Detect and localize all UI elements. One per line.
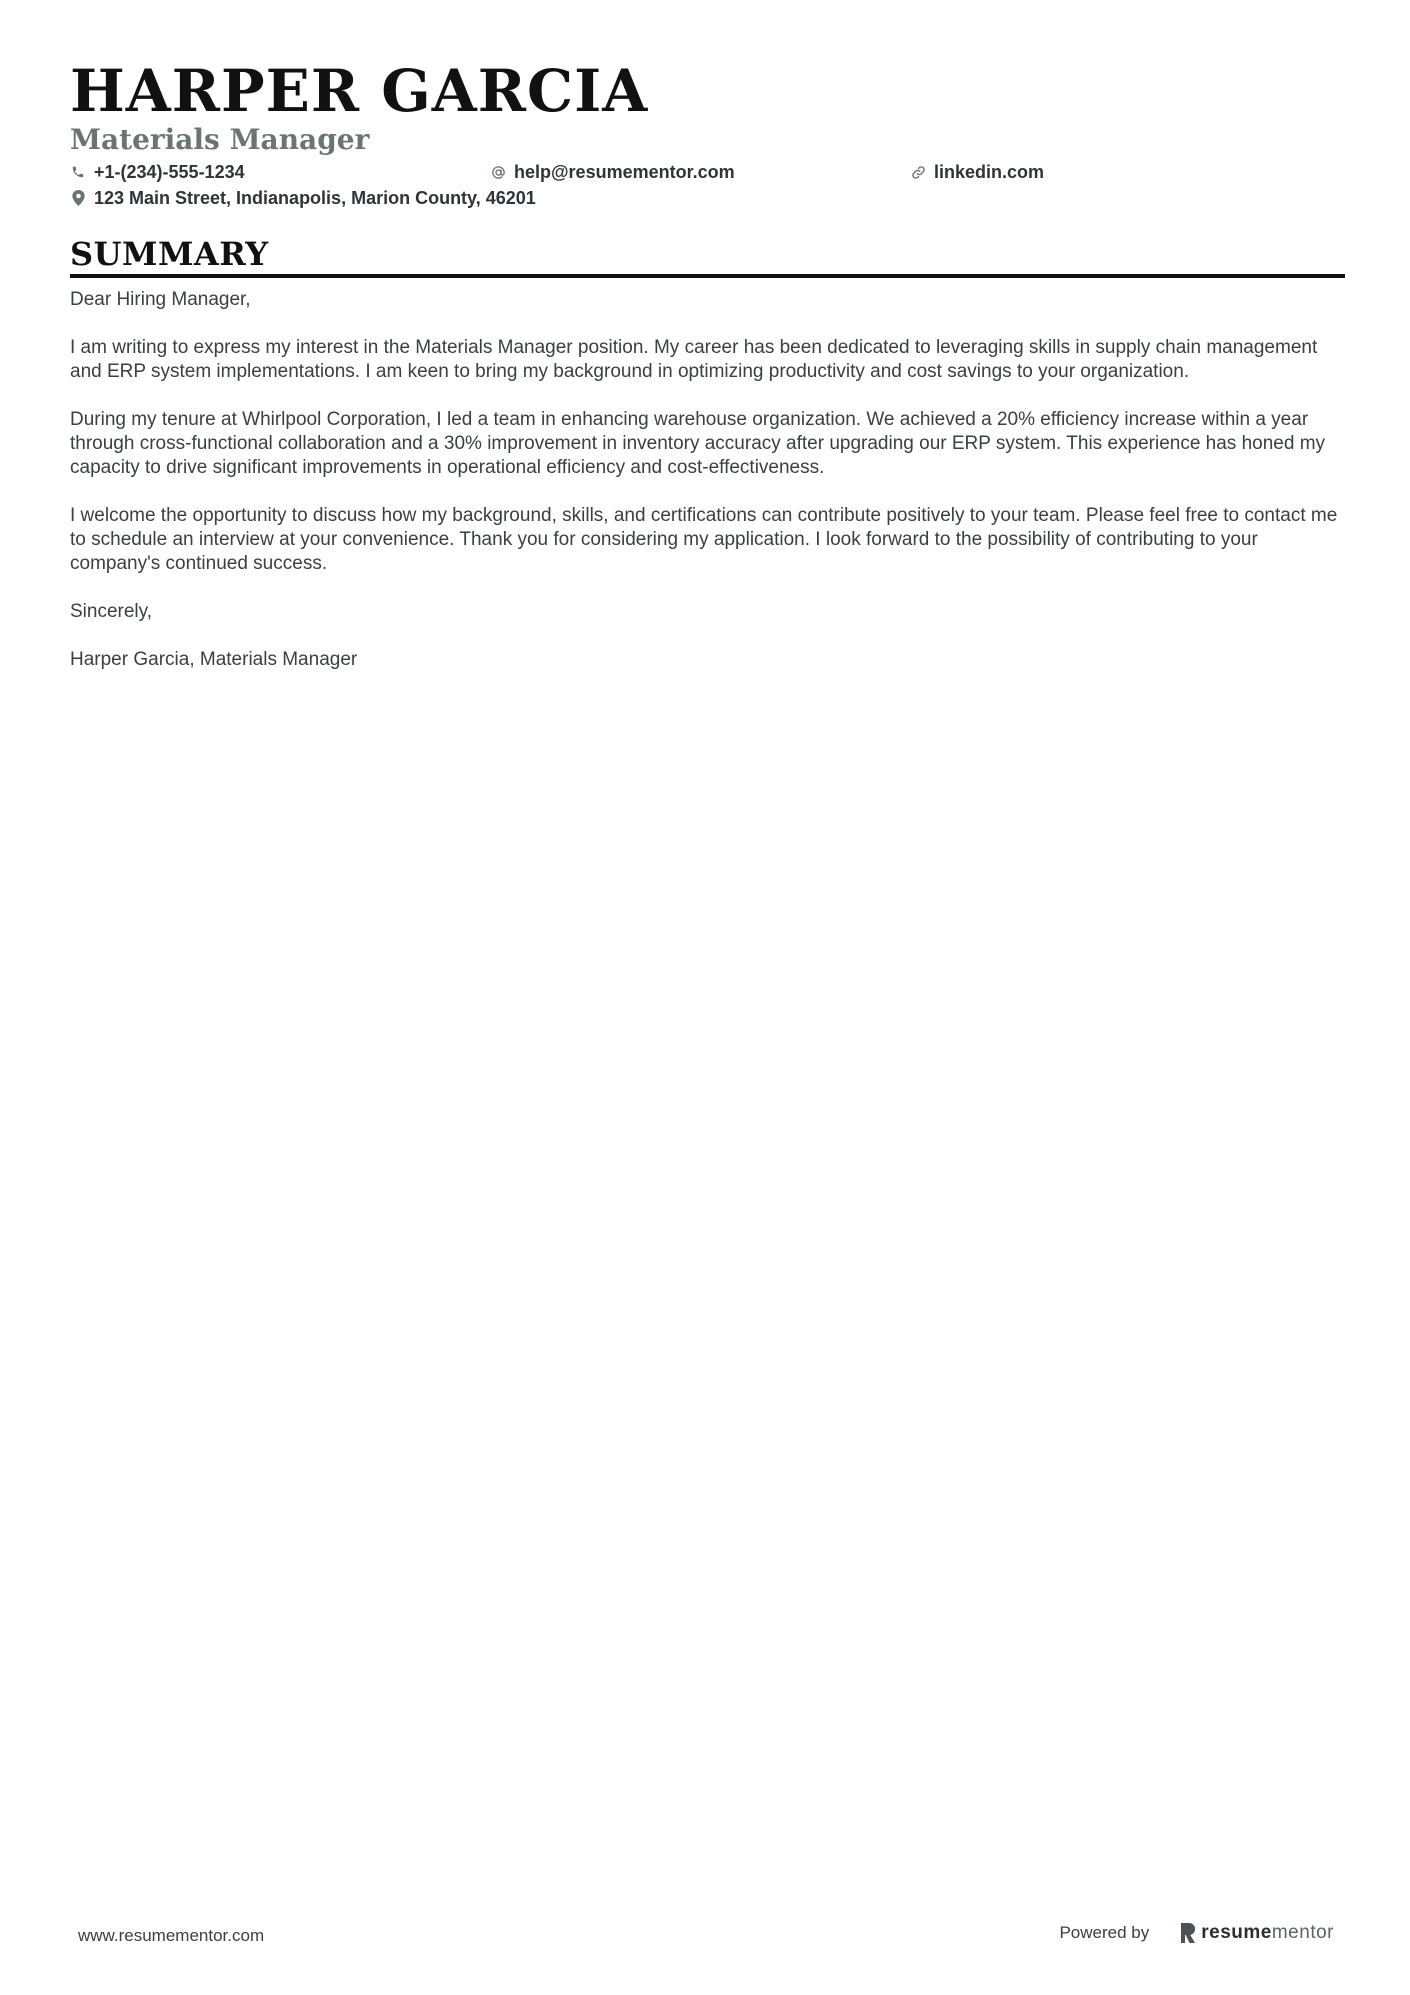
candidate-name: HARPER GARCIA <box>70 57 649 125</box>
section-divider <box>70 274 1345 278</box>
at-icon <box>490 164 506 180</box>
powered-by-label: Powered by <box>1059 1923 1150 1942</box>
letter-signature: Harper Garcia, Materials Manager <box>70 649 358 670</box>
contact-phone[interactable] <box>70 160 245 184</box>
contact-email[interactable] <box>490 160 735 184</box>
address-text: 123 Main Street, Indianapolis, Marion County, 46201 <box>94 187 536 208</box>
contact-linkedin[interactable] <box>910 160 1044 184</box>
linkedin-text: linkedin.com <box>934 161 1045 182</box>
candidate-role: Materials Manager <box>70 123 370 156</box>
brand-logo[interactable] <box>1179 1922 1334 1944</box>
location-pin-icon <box>70 190 86 206</box>
footer-website-link[interactable]: www.resumementor.com <box>78 1926 265 1945</box>
phone-icon <box>70 164 86 180</box>
contact-address <box>70 186 536 210</box>
letter-closing: Sincerely, <box>70 601 153 622</box>
footer-powered-by <box>1059 1922 1334 1944</box>
brand-mark-icon <box>1179 1923 1195 1943</box>
letter-greeting: Dear Hiring Manager, <box>70 289 251 310</box>
resume-page <box>70 58 1345 696</box>
cover-letter-body <box>70 288 1345 672</box>
letter-paragraph: During my tenure at Whirlpool Corporation, I led a team in enhancing warehouse organization. We achieved a 20% efficiency increase within a year through cross-functional collaboration and a 30% improvement in inventory accuracy after upgrading our ERP system. This experience has honed my capacity to drive significant improvements in operational efficiency and cost-effectiveness. <box>70 409 1326 478</box>
letter-paragraph: I welcome the opportunity to discuss how my background, skills, and certifications can contribute positively to your team. Please feel free to contact me to schedule an interview at your convenience. Thank you for considering my application. I look forward to the possibility of contributing to your company's continued success. <box>70 505 1338 574</box>
email-text: help@resumementor.com <box>514 161 735 182</box>
brand-name-light: mentor <box>1271 1922 1334 1943</box>
letter-paragraph: I am writing to express my interest in the Materials Manager position. My career has been dedicated to leveraging skills in supply chain management and ERP system implementations. I am keen to bring my background in optimizing productivity and cost savings to your organization. <box>70 337 1318 382</box>
contact-block <box>70 160 1345 212</box>
section-title-summary: SUMMARY <box>70 235 269 273</box>
brand-name-strong: resume <box>1201 1922 1272 1943</box>
link-icon <box>910 164 926 180</box>
phone-text: +1-(234)-555-1234 <box>94 161 245 182</box>
